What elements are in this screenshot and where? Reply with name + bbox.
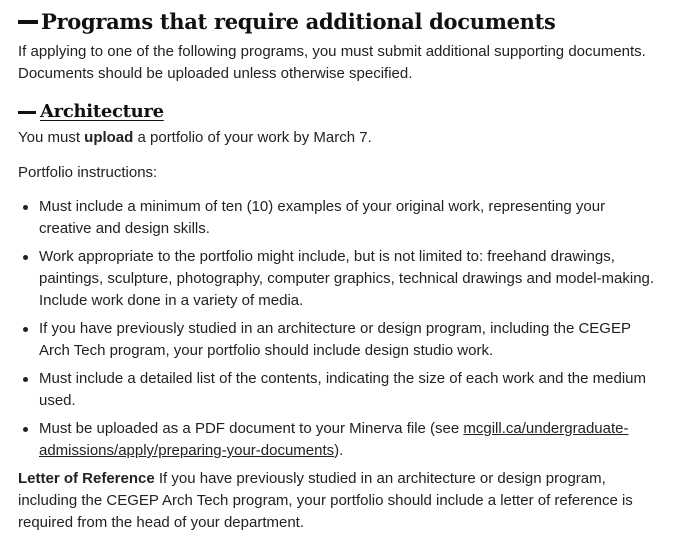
section-intro: If applying to one of the following programs, you must submit additional supporting documents. Documents should be uploaded unless otherwise specified. [18, 43, 646, 82]
list-item-text: If you have previously studied in an architecture or design program, including the CEGEP Arch Tech program, your portfolio should include design studio work. [39, 320, 631, 359]
collapse-minus-icon[interactable] [18, 20, 38, 24]
bullet-dot-icon [23, 327, 28, 332]
preparing-documents-link[interactable]: mcgill.ca/undergraduate-admissions/apply/preparing-your-documents [39, 420, 629, 459]
list-item-text: Must include a minimum of ten (10) examples of your original work, representing your creative and design skills. [39, 198, 606, 237]
upload-bold: upload [84, 129, 134, 146]
list-item [18, 318, 658, 362]
list-item [18, 418, 658, 462]
upload-suffix: a portfolio of your work by March 7. [133, 129, 372, 146]
letter-of-reference-label: Letter of Reference [18, 470, 155, 487]
section-title: Programs that require additional documents [41, 8, 556, 34]
upload-deadline-text [18, 127, 661, 149]
list-item [18, 368, 658, 412]
collapse-minus-icon[interactable] [18, 111, 36, 114]
upload-prefix: You must [18, 129, 85, 146]
section-heading[interactable] [18, 4, 661, 38]
architecture-title[interactable]: Architecture [40, 100, 164, 122]
list-item [18, 196, 658, 240]
list-item-text: Must include a detailed list of the contents, indicating the size of each work and the medium used. [39, 370, 647, 409]
portfolio-instructions-list [18, 196, 661, 462]
bullet-dot-icon [23, 427, 28, 432]
bullet-dot-icon [23, 205, 28, 210]
portfolio-instructions-label: Portfolio instructions: [18, 164, 158, 181]
bullet-dot-icon [23, 377, 28, 382]
architecture-heading[interactable] [18, 97, 661, 125]
letter-of-reference-body: If you have previously studied in an architecture or design program, including the CEGEP Arch Tech program, your portfolio should include a letter of reference is required from the head of your department. [18, 470, 633, 531]
list-item-text-prefix: Must be uploaded as a PDF document to your Minerva file (see [39, 420, 464, 437]
bullet-dot-icon [23, 255, 28, 260]
list-item-text: Work appropriate to the portfolio might include, but is not limited to: freehand drawings, paintings, sculpture, photography, computer graphics, technical drawings and model-making. Include work done in a variety of media. [39, 248, 655, 309]
list-item-text-suffix: ). [334, 442, 344, 459]
list-item [18, 246, 658, 312]
letter-of-reference-text [18, 468, 668, 534]
